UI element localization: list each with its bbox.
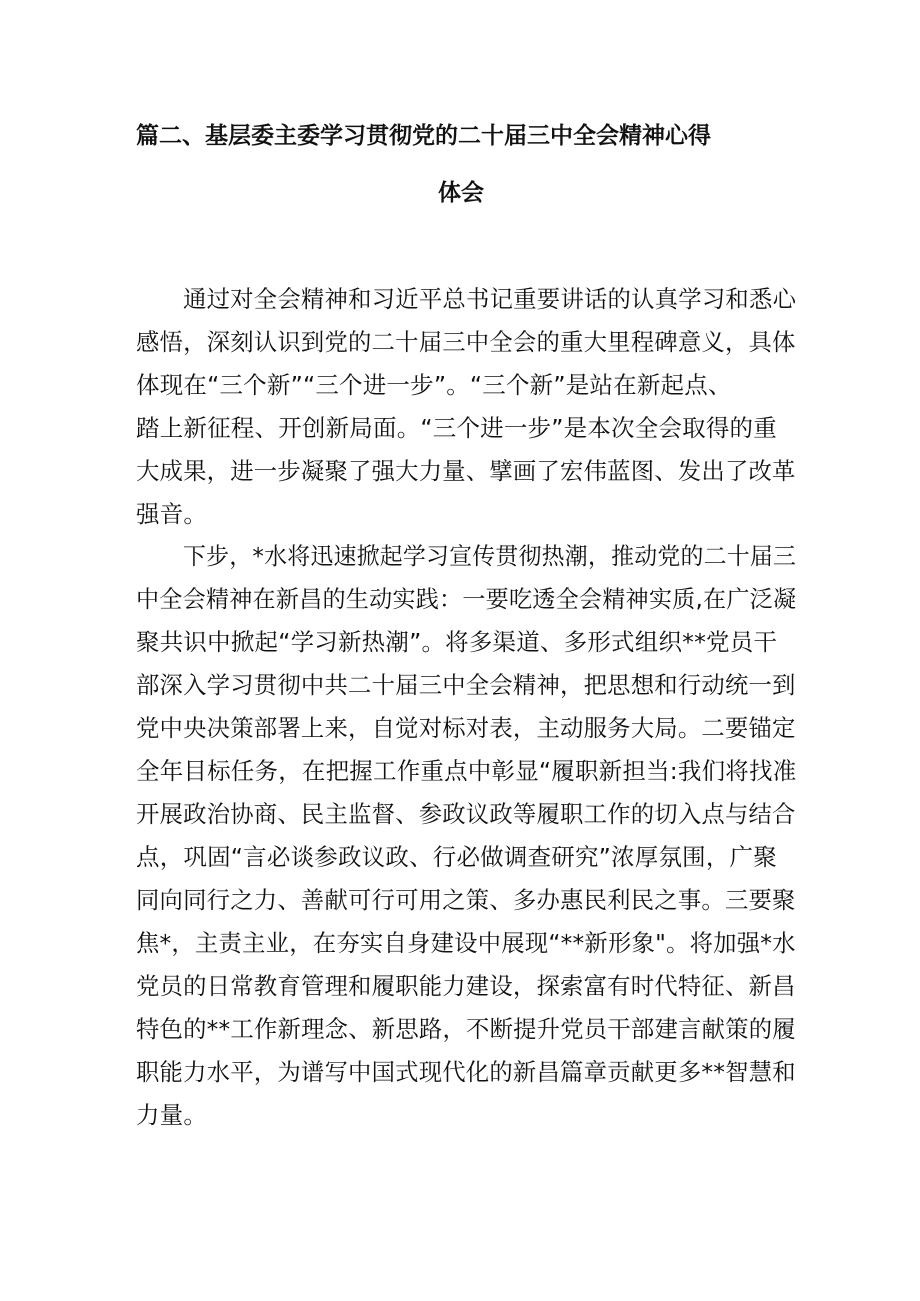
paragraph-2-line-14: 力量。 — [136, 1101, 208, 1129]
paragraph-2-line-5: 党中央决策部署上来，自觉对标对表，主动服务大局。二要锚定 — [136, 714, 796, 742]
paragraph-2-line-4: 部深入学习贯彻中共二十届三中全会精神，把思想和行动统一到 — [136, 671, 796, 699]
paragraph-2-line-9: 同向同行之力、善献可行可用之策、多办惠民利民之事。三要聚 — [136, 886, 796, 914]
paragraph-2-line-6: 全年目标任务，在把握工作重点中彰显“履职新担当:我们将找准 — [136, 757, 797, 785]
paragraph-2-line-8: 点，巩固“言必谈参政议政、行必做调查研究”浓厚氛围，广聚 — [136, 843, 777, 871]
paragraph-2-line-2: 中全会精神在新昌的生动实践：一要吃透全会精神实质,在广泛凝 — [136, 585, 797, 613]
document-title-line2: 体会 — [438, 180, 484, 206]
paragraph-1-line-4: 踏上新征程、开创新局面。“三个进一步”是本次全会取得的重 — [136, 414, 777, 442]
paragraph-2-line-1: 下步，*水将迅速掀起学习宣传贯彻热潮，推动党的二十届三 — [183, 542, 797, 570]
document-title-line1: 篇二、基层委主委学习贯彻党的二十届三中全会精神心得 — [136, 123, 711, 149]
paragraph-1-line-5: 大成果，进一步凝聚了强大力量、擘画了宏伟蓝图、发出了改革 — [136, 457, 796, 485]
paragraph-1-line-1: 通过对全会精神和习近平总书记重要讲话的认真学习和悉心 — [183, 285, 797, 313]
paragraph-2-line-11: 党员的日常教育管理和履职能力建设，探索富有时代特征、新昌 — [136, 972, 796, 1000]
paragraph-1-line-3: 体现在“三个新”“三个进一步”。“三个新”是站在新起点、 — [136, 371, 732, 399]
paragraph-2-line-12: 特色的**工作新理念、新思路，不断提升党员干部建言献策的履 — [136, 1015, 796, 1043]
paragraph-2-line-3: 聚共识中掀起“学习新热潮”。将多渠道、多形式组织**党员干 — [136, 628, 778, 656]
paragraph-2-line-7: 开展政治协商、民主监督、参政议政等履职工作的切入点与结合 — [136, 800, 796, 828]
paragraph-2-line-13: 职能力水平，为谱写中国式现代化的新昌篇章贡献更多**智慧和 — [136, 1058, 796, 1086]
paragraph-2-line-10: 焦*，主责主业，在夯实自身建设中展现“**新形象"。将加强*水 — [136, 929, 796, 957]
paragraph-1-line-6: 强音。 — [136, 500, 208, 528]
paragraph-1-line-2: 感悟，深刻认识到党的二十届三中全会的重大里程碑意义，具体 — [136, 328, 796, 356]
